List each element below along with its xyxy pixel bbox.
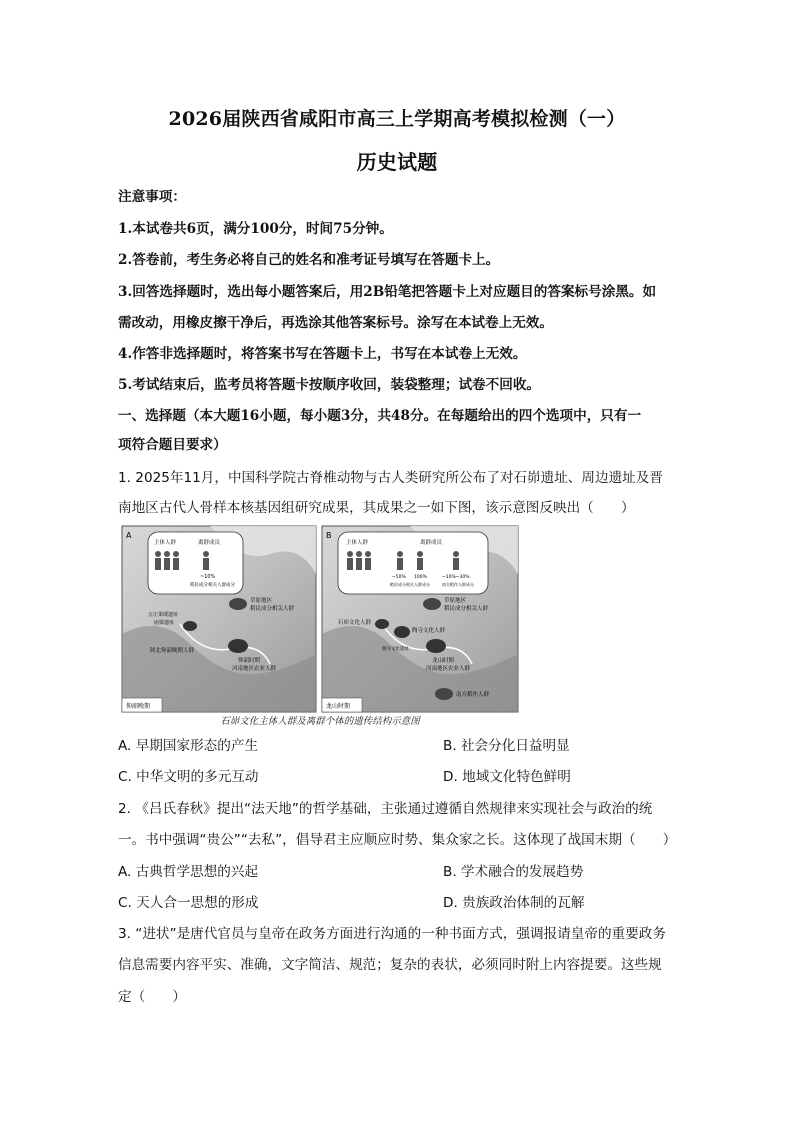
percent-b1: ~50% xyxy=(392,575,406,580)
legend-outlier-a: 离群成员 xyxy=(198,540,221,546)
site-sub-a: 庙梁遗址 xyxy=(154,620,175,626)
grassland-marker-a xyxy=(229,598,247,610)
shimao-label-b: 石峁文化人群 xyxy=(338,620,372,626)
corner-label-b: 龙山时期 xyxy=(326,703,351,710)
figure-caption: 石峁文化主体人群及离群个体的遗传结构示意图 xyxy=(220,716,420,727)
question-3-stem-end: 定（ ） xyxy=(118,989,186,1005)
q2-option-d[interactable]: D. 贵族政治体制的瓦解 xyxy=(443,895,585,911)
map-figure-svg xyxy=(120,524,520,714)
grassland-label-b: 草原地区 xyxy=(444,598,467,604)
taosi-sub-b: 陶寺文化遗址 xyxy=(382,647,409,652)
shaanbei-label-a: 陕北仰韶晚期人群 xyxy=(150,648,195,654)
notice-item-1: 1.本试卷共6页，满分100分，时间75分钟。 xyxy=(118,221,393,237)
q1-option-c[interactable]: C. 中华文明的多元互动 xyxy=(118,769,259,785)
taosi-marker-b xyxy=(394,626,410,638)
corner-label-a: 仰韶晚期 xyxy=(126,703,151,710)
panel-a xyxy=(122,526,316,712)
q2-option-a[interactable]: A. 古典哲学思想的兴起 xyxy=(118,864,259,880)
legend-outlier-b: 离群成员 xyxy=(420,540,443,546)
section-heading-cont: 项符合题目要求） xyxy=(118,437,227,453)
question-1-stem: 1. 2025年11月，中国科学院古脊椎动物与古人类研究所公布了对石峁遗址、周边遗址及晋 xyxy=(118,470,663,486)
notice-heading: 注意事项： xyxy=(118,189,186,205)
note-a: 稻民成分相关人群成分 xyxy=(190,583,235,588)
genetic-structure-figure xyxy=(120,524,520,714)
notice-item-3-cont: 需改动，用橡皮擦干净后，再选涂其他答案标号。涂写在本试卷上无效。 xyxy=(118,315,553,331)
panel-b xyxy=(322,526,518,712)
q2-option-b[interactable]: B. 学术融合的发展趋势 xyxy=(443,864,584,880)
exam-title: 2026届陕西省咸阳市高三上学期高考模拟检测（一） xyxy=(168,108,626,130)
panel-b-label: B xyxy=(326,531,332,540)
percent-b2: 100% xyxy=(414,575,427,580)
grassland-sub-b: 稻民成分相关人群 xyxy=(444,606,489,612)
taosi-label-b: 陶寺文化人群 xyxy=(412,628,446,634)
notice-item-3: 3.回答选择题时，选出每小题答案后，用2B铅笔把答题卡上对应题目的答案标号涂黑。如 xyxy=(118,284,657,300)
south-label-b: 南方稻作人群 xyxy=(456,692,490,698)
q1-option-a[interactable]: A. 早期国家形态的产生 xyxy=(118,738,259,754)
question-1-stem-cont: 南地区古代人骨样本核基因组研究成果，其成果之一如下图，该示意图反映出（ ） xyxy=(118,500,635,516)
q2-option-c[interactable]: C. 天人合一思想的形成 xyxy=(118,895,259,911)
south-marker-b xyxy=(435,688,453,700)
percent-b3: ~10%~30% xyxy=(442,575,470,580)
grassland-label-a: 草原地区 xyxy=(250,598,273,604)
notice-item-5: 5.考试结束后，监考员将答题卡按顺序收回，装袋整理；试卷不回收。 xyxy=(118,377,541,393)
exam-subtitle: 历史试题 xyxy=(356,150,438,174)
henan-label-a: 河南地区农业人群 xyxy=(232,666,277,672)
henan-label-b: 河南地区农业人群 xyxy=(426,666,471,672)
question-3-stem-cont: 信息需要内容平实、准确，文字简洁、规范；复杂的表状，必须同时附上内容提要。这些规 xyxy=(118,957,662,973)
notice-item-4: 4.作答非选择题时，将答案书写在答题卡上，书写在本试卷上无效。 xyxy=(118,346,527,362)
grassland-marker-b xyxy=(423,598,441,610)
site-marker-a xyxy=(183,621,197,631)
panel-a-label: A xyxy=(126,531,132,540)
legend-main-a: 主体人群 xyxy=(154,540,177,546)
longshan-label-b: 龙山时期 xyxy=(432,658,455,664)
q1-option-b[interactable]: B. 社会分化日益明显 xyxy=(443,738,570,754)
shimao-marker-b xyxy=(375,619,389,629)
yangshao-label-a: 仰韶时期 xyxy=(238,658,261,664)
question-3-stem: 3. “进状”是唐代官员与皇帝在政务方面进行沟通的一种书面方式，强调报请皇帝的重要政务 xyxy=(118,926,666,942)
grassland-sub-a: 稻民成分相关人群 xyxy=(250,606,295,612)
legend-main-b: 主体人群 xyxy=(346,540,369,546)
longshan-marker-b xyxy=(426,639,446,653)
note-b1: 稻民成分相关人群成分 xyxy=(390,582,430,587)
notice-item-2: 2.答卷前，考生务必将自己的姓名和准考证号填写在答题卡上。 xyxy=(118,252,500,268)
yangshao-marker-a xyxy=(228,639,248,653)
site-label-a: 五庄果墚遗址 xyxy=(148,612,179,618)
question-2-stem-cont: 一。书中强调“贵公”“去私”，倡导君主应顺应时势、集众家之长。这体现了战国末期（ ） xyxy=(118,832,677,848)
q1-option-d[interactable]: D. 地域文化特色鲜明 xyxy=(443,769,571,785)
section-heading: 一、选择题（本大题16小题，每小题3分，共48分。在每题给出的四个选项中，只有一 xyxy=(118,408,642,424)
percent-a: ~10% xyxy=(200,574,216,580)
question-2-stem: 2. 《吕氏春秋》提出“法天地”的哲学基础，主张通过遵循自然规律来实现社会与政治的统 xyxy=(118,801,653,817)
note-b2: 南方稻作人群成分 xyxy=(442,582,474,587)
